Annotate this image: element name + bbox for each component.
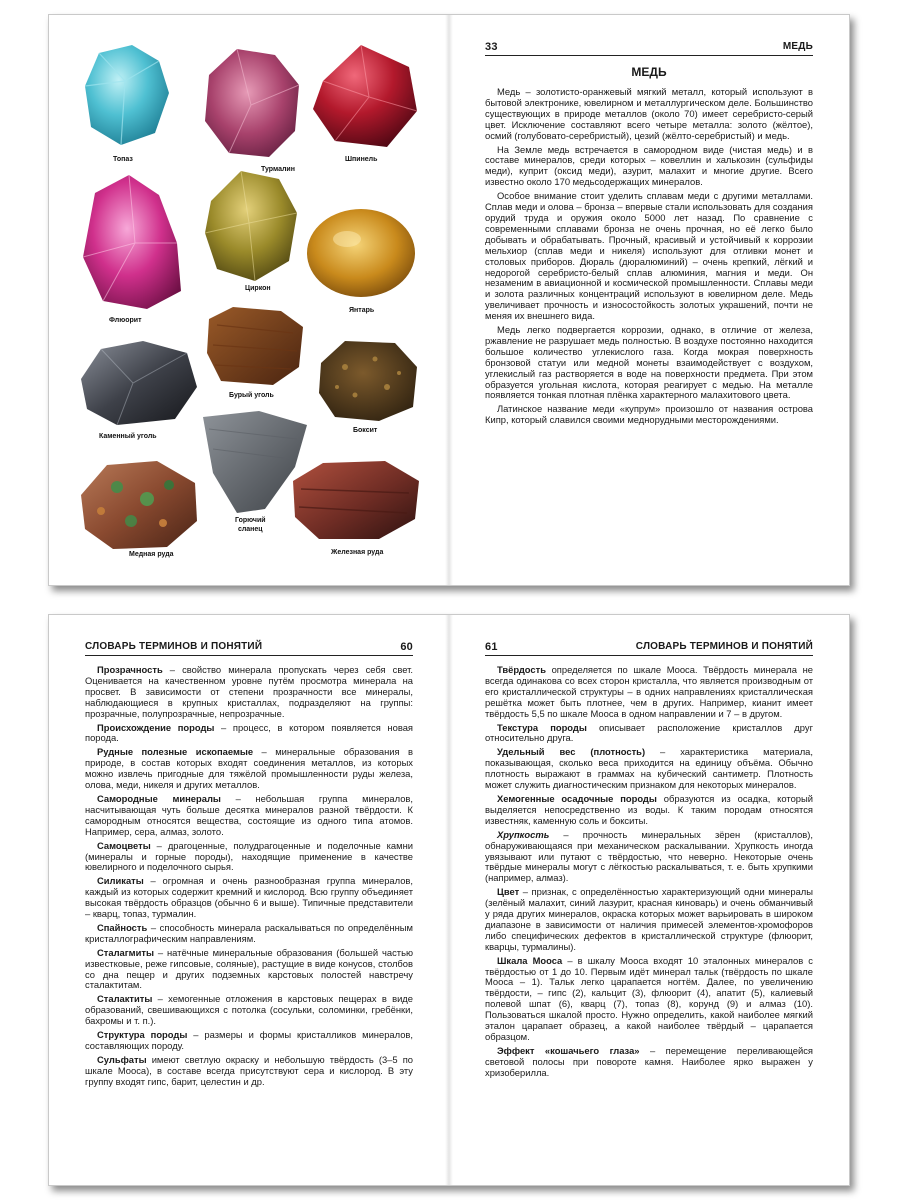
glossary-entry: [85, 1030, 413, 1052]
header-rule: [485, 655, 813, 656]
glossary-definition: – хемогенные отложения в карстовых пещерах в виде образований, свешивающихся с потолка (сосульки, соломинки, гребёнки, бахромы и т. п.).: [85, 993, 413, 1027]
glossary-term: Сталактиты: [97, 993, 153, 1005]
glossary-entry: [85, 923, 413, 945]
glossary-definition: – процесс, в котором появляется новая порода.: [85, 721, 413, 744]
running-title: СЛОВАРЬ ТЕРМИНОВ И ПОНЯТИЙ: [85, 641, 263, 652]
caption-topaz: Топаз: [113, 156, 133, 163]
glossary-term: Прозрачность: [97, 664, 163, 675]
caption-spinel: Шпинель: [345, 156, 378, 163]
paragraph: Особое внимание стоит уделить сплавам меди с другими металлами. Сплав меди и олова – бронза – впервые стали использовать для создания орудий труда и оружия около 5000 лет назад. По сравнение с современными сплавами бронза не очень прочная, но её легко было добывать и обрабатывать. Прочный, красивый и устойчивый к коррозии мельхиор (сплав меди и никеля) используют для отливки монет и столовых приборов. Дюраль (дюралюминий) – очень крепкий, лёгкий и недорогой серебристо-белый сплав алюминия, магния и меди. Он незаменим в авиационной и космической промышленности. Сплавы меди и золота различных концентраций используют в ювелирном деле. Медь увеличивает прочность и износостойкость золотых украшений, почти не меняя их внешнего вида.: [485, 190, 813, 322]
mineral-image-zircon: [201, 167, 301, 285]
running-head: [85, 641, 413, 653]
glossary-definition: описывает расположение кристаллов друг относительно друга.: [485, 721, 813, 744]
caption-hard-coal: Каменный уголь: [99, 433, 157, 440]
glossary-term: Хрупкость: [497, 828, 550, 840]
glossary-entry: [85, 1055, 413, 1088]
running-head: [485, 41, 813, 53]
book-spread-glossary: [48, 614, 850, 1186]
page-number: 33: [485, 41, 498, 53]
glossary-body: [485, 665, 813, 1082]
paragraph: Медь – золотисто-оранжевый мягкий металл, который используют в бытовой электронике, ювелирном и металлургическом деле. Большинство существующих в природе металлов (около 70) имеет серебристо-серый цвет. Исключение составляют всего четыре металла: золото (жёлтое), осмий (голубовато-серебристый), цезий (жёлто-серебристый) и медь.: [485, 86, 813, 141]
running-title: СЛОВАРЬ ТЕРМИНОВ И ПОНЯТИЙ: [635, 641, 813, 652]
mineral-image-hard-coal: [77, 339, 201, 429]
header-rule: [485, 55, 813, 56]
glossary-page-61: [449, 615, 849, 1185]
glossary-page-60: [49, 615, 449, 1185]
glossary-entry: [485, 887, 813, 952]
glossary-entry: [85, 665, 413, 720]
glossary-term: Структура породы: [97, 1029, 188, 1041]
glossary-entry: [85, 948, 413, 992]
glossary-definition: – драгоценные, полудрагоценные и поделочные камни (минералы и горные породы), находящие применение в качестве ювелирного и поделочного сырья.: [85, 839, 413, 873]
glossary-definition: – характеристика материала, показывающая, сколько веса приходится на единицу объёма. Обычно плотность выражают в граммах на кубический сантиметр. Плотность может служить диагностическим признаком для некоторых минералов.: [485, 746, 813, 791]
paragraph: На Земле медь встречается в самородном виде (чистая медь) и в составе минералов, среди которых – ковеллин и халькозин (сульфиды меди), куприт (оксид меди), азурит, малахит и многие другие. Всего известно около 170 медьсодержащих минералов.: [485, 143, 813, 188]
glossary-term: Сталагмиты: [97, 946, 154, 958]
copper-article-page: [449, 15, 849, 585]
mineral-image-brown-coal: [203, 305, 307, 387]
glossary-definition: определяется по шкале Мооса. Твёрдость минерала не всегда одинакова со всех сторон кристалла, что является производным от его кристаллической структуры – в одних направлениях кристаллическая решётка может быть плотнее, чем в других. Например, кианит имеет твёрдость 5,5 по шкале Мооса в одном направлении и 7 – в другом.: [485, 664, 813, 719]
glossary-definition: – свойство минерала пропускать через себя свет. Оценивается на качественном уровне путём просмотра минерала на просвет. В зависимости от степени прозрачности все минералы, наблюдающиеся в крупных кристаллах, подразделяют на группы: прозрачные, полупрозрачные, непрозрачные.: [85, 664, 413, 719]
glossary-entry: [485, 1046, 813, 1079]
glossary-term: Самородные минералы: [97, 792, 221, 804]
header-rule: [85, 655, 413, 656]
book-spread-copper: [48, 14, 850, 586]
glossary-definition: – перемещение переливающейся световой полосы при повороте камня. Наиболее ярко выражен у хризоберилла.: [485, 1044, 813, 1078]
article-body: [485, 87, 813, 429]
glossary-term: Текстура породы: [497, 721, 587, 733]
glossary-definition: – размеры и формы кристалликов минералов, составляющих породу.: [85, 1029, 414, 1051]
caption-zircon: Циркон: [245, 285, 271, 292]
glossary-term: Самоцветы: [97, 839, 151, 851]
caption-fluorite: Флюорит: [109, 317, 142, 324]
page-number: 60: [400, 641, 413, 653]
glossary-term: Сульфаты: [97, 1053, 147, 1065]
glossary-term: Цвет: [497, 886, 520, 898]
glossary-term: Рудные полезные ископаемые: [97, 746, 254, 758]
caption-iron-ore: Железная руда: [331, 549, 384, 556]
mineral-image-amber: [303, 203, 419, 301]
glossary-term: Шкала Мооса: [497, 954, 563, 966]
mineral-image-copper-ore: [77, 459, 201, 551]
glossary-entry: [485, 723, 813, 745]
mineral-image-topaz: [77, 41, 173, 151]
glossary-definition: – способность минерала раскалываться по определённым кристаллографическим направлениям.: [85, 921, 413, 944]
glossary-definition: – признак, с определённостью характеризующий одни минералы (зелёный малахит, синий лазурит, красная киноварь) и очень обманчивый у ряда других минералов, окраска которых может варьировать в широком диапазоне в зависимости от наличия примесей элементов-хромофоров либо специфических дефектов в кристаллической структуре (флюорит, кварцы, турмалины).: [485, 886, 813, 952]
glossary-entry: [85, 723, 413, 745]
glossary-definition: – минеральные образования в природе, в состав которых входят соединения металлов, из которых можно извлечь пригодные для тяжёлой промышленности руды железа, олова, меди, никеля и других металлов.: [85, 746, 413, 791]
glossary-definition: образуются из осадка, который выделяется непосредственно из воды. К таким породам относятся известняк, каменную соль и бокситы.: [485, 792, 813, 826]
caption-amber: Янтарь: [349, 307, 375, 314]
caption-oil-shale: Горючий сланец: [235, 517, 266, 533]
article-title: МЕДЬ: [631, 65, 667, 79]
paragraph: Латинское название меди «купрум» произошло от названия острова Кипр, который славился своими меднорудными месторождениями.: [485, 403, 813, 426]
caption-brown-coal: Бурый уголь: [229, 392, 274, 399]
mineral-image-spinel: [309, 41, 421, 153]
glossary-entry: [85, 747, 413, 791]
glossary-definition: – огромная и очень разнообразная группа минералов, каждый из которых содержит кремний и кислород. Всю группу объединяет высокая твёрдость образцов (обычно 6 и выше). Типичные представители – кварц, топаз, турмалин.: [85, 875, 413, 920]
glossary-term: Эффект «кошачьего глаза»: [497, 1044, 640, 1056]
glossary-entry: [485, 830, 813, 885]
glossary-entry: [85, 994, 413, 1027]
glossary-entry: [485, 665, 813, 720]
running-title: МЕДЬ: [782, 41, 813, 52]
glossary-entry: [485, 747, 813, 791]
glossary-entry: [485, 956, 813, 1043]
glossary-definition: – прочность минеральных зёрен (кристаллов), обнаруживающаяся при механическом раскалывании. Хрупкость иногда увязывают или путают с твёрдостью, что неверно. Некоторые очень твёрдые минералы могут с лёгкостью раскалываться, т. е. быть хрупкими (например, алмаз).: [485, 828, 813, 884]
glossary-body: [85, 665, 413, 1091]
glossary-term: Твёрдость: [497, 664, 546, 675]
glossary-term: Удельный вес (плотность): [497, 746, 646, 758]
glossary-entry: [85, 876, 413, 920]
glossary-entry: [485, 794, 813, 827]
running-head: [485, 641, 813, 653]
glossary-term: Происхождение породы: [97, 721, 215, 733]
glossary-term: Силикаты: [97, 875, 144, 887]
glossary-entry: [85, 794, 413, 838]
mineral-image-tourmaline: [199, 45, 305, 163]
mineral-plate-page: [49, 15, 449, 585]
mineral-image-fluorite: [77, 173, 185, 313]
paragraph: Медь легко подвергается коррозии, однако, в отличие от железа, ржавление не разрушает медь полностью. В воздухе постоянно находится большое количество углекислого газа. Когда мокрая поверхность бронзовой статуи или медной монеты взаимодействует с воздухом, углекислый газ растворяется в воде на поверхности предмета. При этом образуется угольная кислота, которая реагирует с медью. На металле появляется тонкая плотная плёнка характерного малахитового цвета.: [485, 324, 813, 401]
glossary-term: Хемогенные осадочные породы: [497, 792, 657, 804]
glossary-definition: – небольшая группа минералов, насчитывающая чуть больше десятка минералов разной твёрдости. К самородным относятся вещества, состоящие из одного типа атомов. Например, сера, алмаз, золото.: [85, 792, 413, 837]
mineral-image-bauxite: [315, 337, 421, 423]
glossary-entry: [85, 841, 413, 874]
caption-tourmaline: Турмалин: [261, 166, 295, 173]
caption-bauxite: Боксит: [353, 427, 378, 434]
page-number: 61: [485, 641, 498, 653]
mineral-image-iron-ore: [289, 459, 423, 543]
glossary-definition: – в шкалу Мооса входят 10 эталонных минералов с твёрдостью от 1 до 10. Первым идёт минерал тальк (твёрдость по шкале Мооса – 1). Тальк легко царапается ногтём. Далее, по увеличению твёрдости, – гипс (2), кальцит (3), флюорит (4), апатит (5), калиевый полевой шпат (6), кварц (7), топаз (8), корунд (9) и алмаз (10). Пользоваться шкалой просто. Нужно определить, какой наиболее мягкий эталон царапает образец, а какой наиболее твёрдый – царапается образцом.: [485, 954, 813, 1042]
glossary-definition: – натёчные минеральные образования (большей частью известковые, реже гипсовые, соляные), растущие в виде конусов, столбов со дна пещер и других подземных карстовых полостей навстречу сталактитам.: [85, 946, 413, 991]
glossary-term: Спайность: [97, 921, 148, 933]
glossary-definition: имеют светлую окраску и небольшую твёрдость (3–5 по шкале Мооса), в составе всегда присутствуют сера и кислород. В эту группу входят гипс, барит, целестин и др.: [85, 1053, 413, 1087]
caption-copper-ore: Медная руда: [129, 551, 174, 558]
